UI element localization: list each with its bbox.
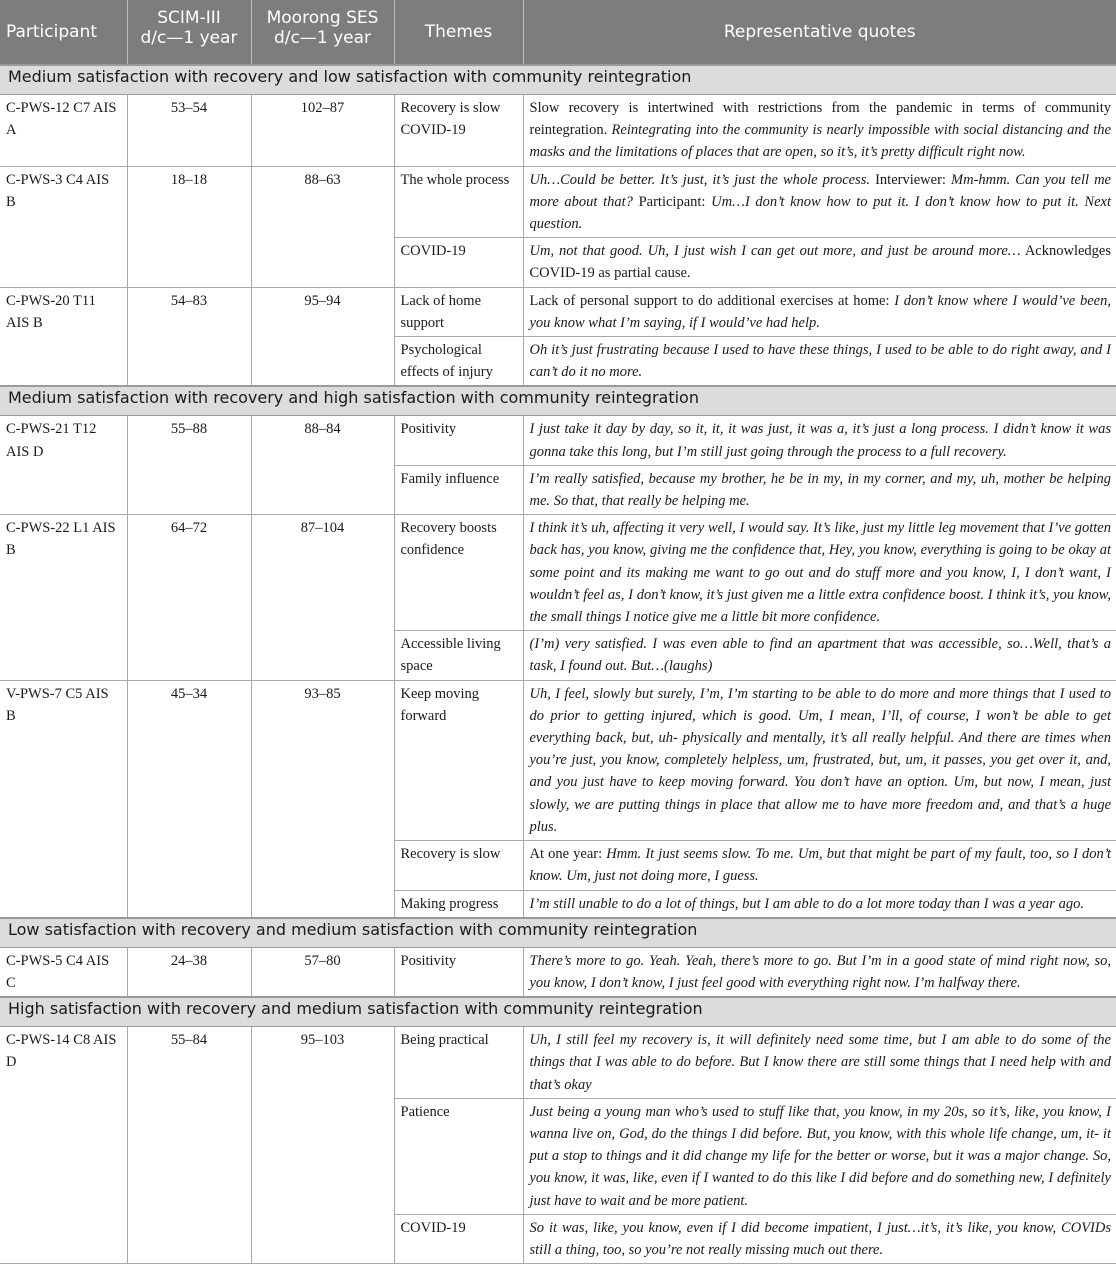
participant-id: C-PWS-12 C7 AIS A <box>0 95 127 167</box>
theme: Positivity <box>394 947 523 997</box>
header-scim-line2: d/c—1 year <box>140 28 238 48</box>
quote-text: Um…I don’t know how to put it. I don’t know how to put it. Next question. <box>529 193 1111 233</box>
header-scim-line1: SCIM-III <box>157 8 221 28</box>
scim-score: 64–72 <box>127 515 251 680</box>
header-quotes: Representative quotes <box>523 0 1116 65</box>
quote-text: Acknowledges COVID-19 as partial cause. <box>529 243 1111 282</box>
quote <box>523 841 1116 890</box>
quote-text: Hmm. It just seems slow. To me. Um, but that might be part of my fault, too, so I don’t know. Um, just not doing more, I guess. <box>529 846 1111 885</box>
quote-text: Slow recovery is intertwined with restrictions from the pandemic in terms of community reintegration. <box>529 100 1111 139</box>
quote: There’s more to go. Yeah. Yeah, there’s more to go. But I’m in a good state of mind right now, so, you know, I don’t know, I just feel good with everything right now. I’m halfway there. <box>523 947 1116 997</box>
participant-id: C-PWS-3 C4 AIS B <box>0 166 127 287</box>
theme: Recovery is slow COVID-19 <box>394 95 523 167</box>
scim-score: 54–83 <box>127 287 251 386</box>
scim-score: 18–18 <box>127 166 251 287</box>
quote-text: I don’t know where I would’ve been, you know what I’m saying, if I would’ve had help. <box>529 292 1111 331</box>
quote-text: Uh…Could be better. It’s just, it’s just the whole process. <box>529 171 871 188</box>
table-row <box>0 166 1116 238</box>
quote: I just take it day by day, so it, it, it was just, it was a, it’s just a long process. I didn’t know it was gonna take this long, but I’m still just going through the process to a full recovery. <box>523 416 1116 465</box>
quote: So it was, like, you know, even if I did become impatient, I just…it’s, it’s like, you know, COVIDs still a thing, too, so you’re not really missing much out there. <box>523 1214 1116 1263</box>
ses-score: 93–85 <box>251 680 394 918</box>
quote: Uh, I feel, slowly but surely, I’m, I’m starting to be able to do more and more things that I used to do prior to getting injured, which is good. Um, I mean, I’ll, of course, I won’t be able to get everything back, but, uh- physically and mentally, it’s all really helpful. And there are times when you’re just, you know, completely helpless, um, frustrated, but, um, it passes, you get over it, and, and you just have to keep moving forward. You don’t have an option. Um, but now, I mean, just slowly, we are putting things in place that allow me to have more freedom and, and that’s a huge plus. <box>523 680 1116 840</box>
theme: Psychological effects of injury <box>394 337 523 387</box>
header-ses <box>251 0 394 65</box>
header-scim <box>127 0 251 65</box>
quote: Just being a young man who’s used to stuff like that, you know, in my 20s, so it’s, like, you know, I wanna live on, God, do the things I did before. But, you know, with this whole life change, um, it- it put a stop to things and it did change my life for the better or worse, but it was a major change. So, you know, it was, like, even if I wanted to do this like I did before and do something new, I definitely just have to wait and be more patient. <box>523 1098 1116 1214</box>
participant-id: C-PWS-5 C4 AIS C <box>0 947 127 997</box>
quote: I’m really satisfied, because my brother, he be in my, in my corner, and my, uh, mother be helping me. So that, that really be helping me. <box>523 465 1116 514</box>
quote-text: Um, not that good. Uh, I just wish I can get out more, and just be around more… <box>529 243 1021 260</box>
header-ses-line2: d/c—1 year <box>273 28 371 48</box>
section-row <box>0 918 1116 948</box>
header-ses-line1: Moorong SES <box>266 8 379 28</box>
participant-id: C-PWS-14 C8 AIS D <box>0 1027 127 1264</box>
theme: Recovery is slow <box>394 841 523 890</box>
ses-score: 95–103 <box>251 1027 394 1264</box>
participant-id: C-PWS-20 T11 AIS B <box>0 287 127 386</box>
theme: Keep moving forward <box>394 680 523 840</box>
table-row <box>0 1027 1116 1099</box>
quote <box>523 238 1116 287</box>
table-row <box>0 416 1116 465</box>
quote: (I’m) very satisfied. I was even able to find an apartment that was accessible, so…Well, that’s a task, I found out. But…(laughs) <box>523 631 1116 680</box>
quote-text: Participant: <box>632 193 712 210</box>
table-row <box>0 947 1116 997</box>
section-title: Low satisfaction with recovery and medium satisfaction with community reintegration <box>0 918 1116 948</box>
participant-id: C-PWS-21 T12 AIS D <box>0 416 127 515</box>
section-row <box>0 65 1116 95</box>
theme: Patience <box>394 1098 523 1214</box>
table-row <box>0 680 1116 840</box>
theme: COVID-19 <box>394 238 523 287</box>
ses-score: 87–104 <box>251 515 394 680</box>
quote <box>523 287 1116 336</box>
theme: Lack of home support <box>394 287 523 336</box>
table-row <box>0 287 1116 336</box>
theme: Recovery boosts confidence <box>394 515 523 631</box>
participant-id: C-PWS-22 L1 AIS B <box>0 515 127 680</box>
quote-text: At one year: <box>529 846 607 863</box>
quote-text: Mm-hmm. Can you tell me more about that? <box>529 171 1111 210</box>
theme: Making progress <box>394 890 523 918</box>
scim-score: 55–84 <box>127 1027 251 1264</box>
quote: Uh, I still feel my recovery is, it will definitely need some time, but I am able to do some of the things that I was able to do before. But I know there are still some things that I need help with and that’s okay <box>523 1027 1116 1099</box>
section-title: High satisfaction with recovery and medium satisfaction with community reintegration <box>0 997 1116 1027</box>
quote: I think it’s uh, affecting it very well, I would say. It’s like, just my little leg movement that I’ve gotten back has, you know, giving me the confidence that, Hey, you know, everything is going to be okay at some point and its making me want to go out and do stuff more and you know, I, I don’t want, I wouldn’t feel as, I don’t know, it’s just given me a little extra confidence boost. I think it’s, you know, the small things I notice give me a little bit more confidence. <box>523 515 1116 631</box>
quote-text: Reintegrating into the community is nearly impossible with social distancing and the masks and the limitations of places that are open, so it’s, it’s pretty difficult right now. <box>529 122 1111 161</box>
ses-score: 88–84 <box>251 416 394 515</box>
section-row <box>0 997 1116 1027</box>
quote <box>523 95 1116 167</box>
ses-score: 102–87 <box>251 95 394 167</box>
ses-score: 88–63 <box>251 166 394 287</box>
theme: Positivity <box>394 416 523 465</box>
theme: Accessible living space <box>394 631 523 680</box>
table-row <box>0 95 1116 167</box>
quote-text: Interviewer: <box>870 171 952 188</box>
scim-score: 45–34 <box>127 680 251 918</box>
section-title: Medium satisfaction with recovery and high satisfaction with community reintegration <box>0 386 1116 416</box>
quote: I’m still unable to do a lot of things, but I am able to do a lot more today than I was a year ago. <box>523 890 1116 918</box>
quote: Oh it’s just frustrating because I used to have these things, I used to be able to do right away, and I can’t do it no more. <box>523 337 1116 387</box>
ses-score: 95–94 <box>251 287 394 386</box>
table-row <box>0 515 1116 631</box>
scim-score: 53–54 <box>127 95 251 167</box>
scim-score: 55–88 <box>127 416 251 515</box>
header-themes: Themes <box>394 0 523 65</box>
theme: COVID-19 <box>394 1214 523 1263</box>
quote-text: Lack of personal support to do additional exercises at home: <box>529 292 895 309</box>
theme: Being practical <box>394 1027 523 1099</box>
header-row <box>0 0 1116 65</box>
theme: Family influence <box>394 465 523 514</box>
quote <box>523 166 1116 238</box>
ses-score: 57–80 <box>251 947 394 997</box>
scim-score: 24–38 <box>127 947 251 997</box>
header-participant: Participant <box>0 0 127 65</box>
section-title: Medium satisfaction with recovery and low satisfaction with community reintegration <box>0 65 1116 95</box>
theme: The whole process <box>394 166 523 238</box>
participant-id: V-PWS-7 C5 AIS B <box>0 680 127 918</box>
section-row <box>0 386 1116 416</box>
